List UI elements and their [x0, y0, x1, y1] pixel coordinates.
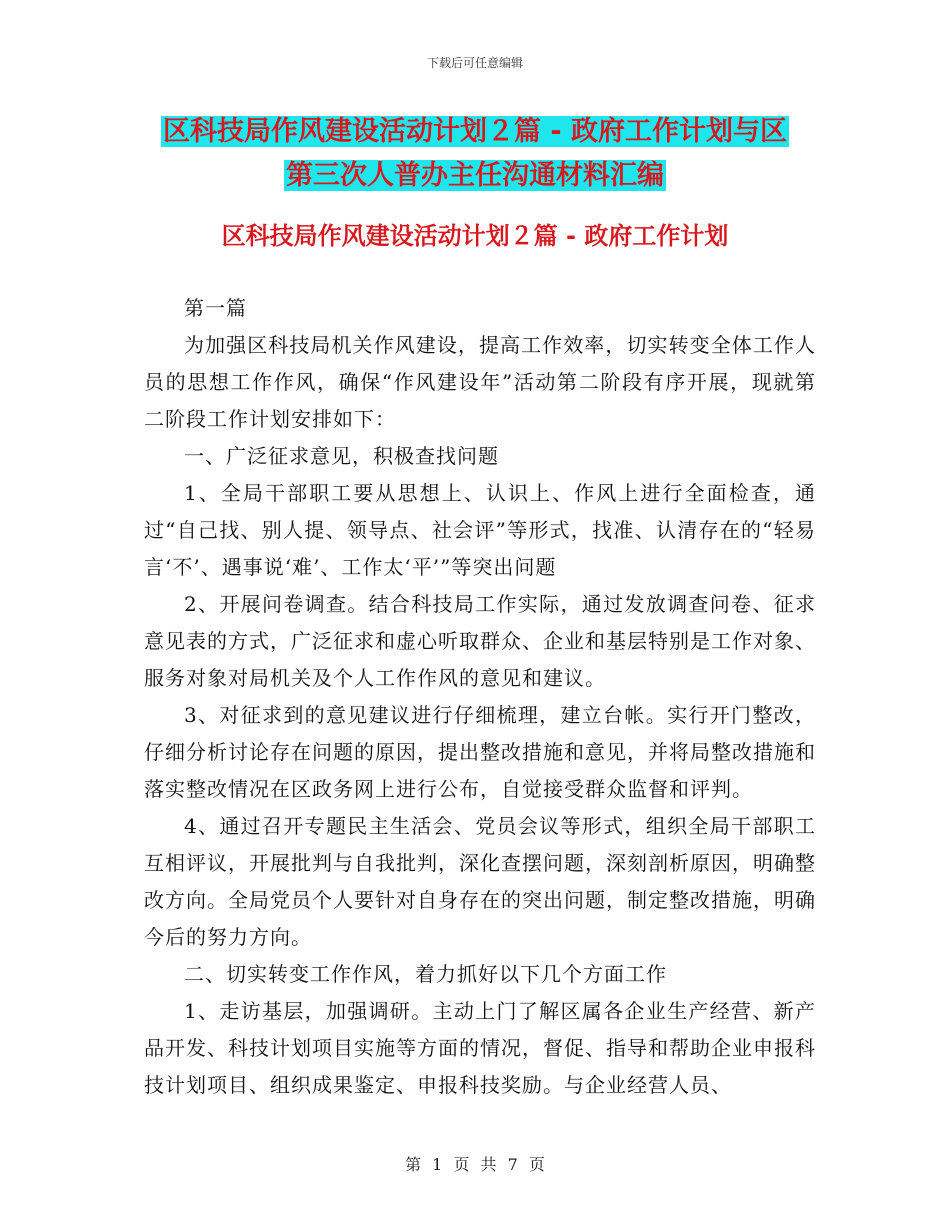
- paragraph: 1、全局干部职工要从思想上、认识上、作风上进行全面检查，通过“自己找、别人提、领导点、社会评”等形式，找准、认清存在的“轻易言‘不’、遇事说‘难’、工作太‘平’”等突出问题: [144, 481, 816, 579]
- page-indicator: 第 1 页 共 7 页: [405, 1155, 545, 1174]
- paragraph: 二、切实转变工作作风，着力抓好以下几个方面工作: [184, 962, 667, 986]
- document-body: [144, 290, 816, 1104]
- section-subtitle: 区科技局作风建设活动计划２篇 - 政府工作计划: [221, 222, 729, 250]
- paragraph: 1、走访基层，加强调研。主动上门了解区属各企业生产经营、新产品开发、科技计划项目实施等方面的情况，督促、指导和帮助企业申报科技计划项目、组织成果鉴定、申报科技奖励。与企业经营人员、: [144, 999, 816, 1097]
- header-note: 下载后可任意编辑: [426, 56, 523, 70]
- document-title-line-2-text: 第三次人普办主任沟通材料汇编: [286, 160, 664, 191]
- document-title-line-1-text: 区科技局作风建设活动计划２篇 - 政府工作计划与区: [162, 116, 787, 147]
- document-title-line-1: [0, 112, 950, 152]
- paragraph: 2、开展问卷调查。结合科技局工作实际，通过发放调查问卷、征求意见表的方式，广泛征求和虚心听取群众、企业和基层特别是工作对象、服务对象对局机关及个人工作作风的意见和建议。: [144, 592, 816, 690]
- document-title-line-2: [0, 156, 950, 196]
- paragraph: 一、广泛征求意见，积极查找问题: [184, 444, 499, 468]
- paragraph: 为加强区科技局机关作风建设，提高工作效率，切实转变全体工作人员的思想工作作风，确保“作风建设年”活动第二阶段有序开展，现就第二阶段工作计划安排如下：: [144, 333, 816, 431]
- paragraph: 第一篇: [184, 296, 247, 320]
- paragraph: 3、对征求到的意见建议进行仔细梳理，建立台帐。实行开门整改，仔细分析讨论存在问题的原因，提出整改措施和意见，并将局整改措施和落实整改情况在区政务网上进行公布，自觉接受群众监督和评判。: [144, 703, 816, 801]
- paragraph: 4、通过召开专题民主生活会、党员会议等形式，组织全局干部职工互相评议，开展批判与自我批判，深化查摆问题，深刻剖析原因，明确整改方向。全局党员个人要针对自身存在的突出问题，制定整改措施，明确今后的努力方向。: [144, 814, 816, 949]
